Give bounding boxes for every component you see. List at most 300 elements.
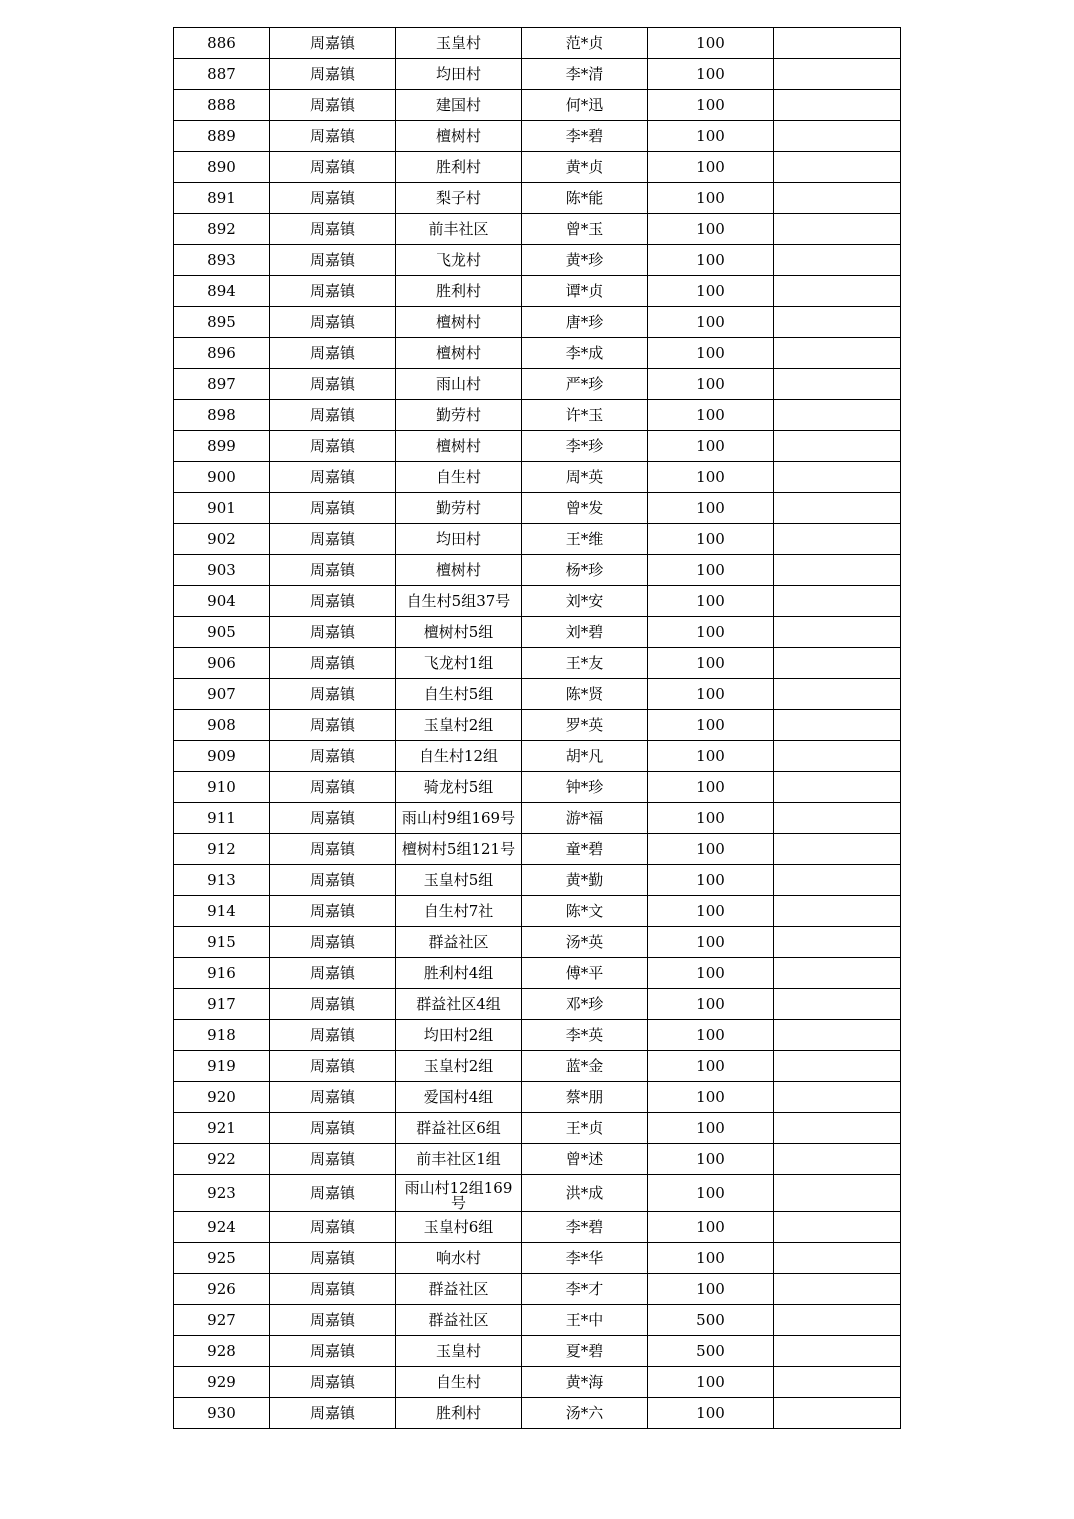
town-cell: 周嘉镇 <box>270 1243 396 1274</box>
town-cell: 周嘉镇 <box>270 369 396 400</box>
village-cell: 雨山村9组169号 <box>396 803 522 834</box>
amount-cell: 100 <box>648 524 774 555</box>
amount-cell: 100 <box>648 1175 774 1212</box>
row-number-cell: 897 <box>174 369 270 400</box>
village-cell: 均田村 <box>396 59 522 90</box>
amount-cell: 100 <box>648 803 774 834</box>
table-row <box>174 1113 901 1144</box>
town-cell: 周嘉镇 <box>270 617 396 648</box>
town-cell: 周嘉镇 <box>270 1367 396 1398</box>
amount-cell: 100 <box>648 989 774 1020</box>
town-cell: 周嘉镇 <box>270 679 396 710</box>
name-cell: 黄*勤 <box>522 865 648 896</box>
note-cell <box>774 493 901 524</box>
name-cell: 谭*贞 <box>522 276 648 307</box>
town-cell: 周嘉镇 <box>270 865 396 896</box>
amount-cell: 100 <box>648 400 774 431</box>
row-number-cell: 900 <box>174 462 270 493</box>
town-cell: 周嘉镇 <box>270 586 396 617</box>
town-cell: 周嘉镇 <box>270 648 396 679</box>
village-cell: 檀树村 <box>396 338 522 369</box>
village-cell: 飞龙村1组 <box>396 648 522 679</box>
amount-cell: 500 <box>648 1336 774 1367</box>
town-cell: 周嘉镇 <box>270 834 396 865</box>
amount-cell: 100 <box>648 121 774 152</box>
note-cell <box>774 1175 901 1212</box>
note-cell <box>774 741 901 772</box>
amount-cell: 100 <box>648 958 774 989</box>
town-cell: 周嘉镇 <box>270 493 396 524</box>
town-cell: 周嘉镇 <box>270 28 396 59</box>
note-cell <box>774 1144 901 1175</box>
row-number-cell: 911 <box>174 803 270 834</box>
note-cell <box>774 958 901 989</box>
town-cell: 周嘉镇 <box>270 1113 396 1144</box>
note-cell <box>774 1020 901 1051</box>
village-cell: 均田村 <box>396 524 522 555</box>
note-cell <box>774 1051 901 1082</box>
town-cell: 周嘉镇 <box>270 1212 396 1243</box>
amount-cell: 100 <box>648 834 774 865</box>
table-row <box>174 772 901 803</box>
note-cell <box>774 648 901 679</box>
name-cell: 王*中 <box>522 1305 648 1336</box>
name-cell: 汤*六 <box>522 1398 648 1429</box>
name-cell: 罗*英 <box>522 710 648 741</box>
amount-cell: 100 <box>648 1082 774 1113</box>
village-cell: 建国村 <box>396 90 522 121</box>
name-cell: 邓*珍 <box>522 989 648 1020</box>
row-number-cell: 893 <box>174 245 270 276</box>
row-number-cell: 889 <box>174 121 270 152</box>
row-number-cell: 888 <box>174 90 270 121</box>
town-cell: 周嘉镇 <box>270 1398 396 1429</box>
row-number-cell: 886 <box>174 28 270 59</box>
village-cell: 自生村 <box>396 1367 522 1398</box>
table-row <box>174 1274 901 1305</box>
table-row <box>174 431 901 462</box>
town-cell: 周嘉镇 <box>270 1020 396 1051</box>
note-cell <box>774 28 901 59</box>
row-number-cell: 899 <box>174 431 270 462</box>
row-number-cell: 906 <box>174 648 270 679</box>
note-cell <box>774 1113 901 1144</box>
village-cell: 胜利村 <box>396 276 522 307</box>
note-cell <box>774 865 901 896</box>
amount-cell: 100 <box>648 28 774 59</box>
note-cell <box>774 679 901 710</box>
table-row <box>174 741 901 772</box>
table-row <box>174 90 901 121</box>
note-cell <box>774 1212 901 1243</box>
amount-cell: 100 <box>648 1051 774 1082</box>
amount-cell: 100 <box>648 927 774 958</box>
row-number-cell: 916 <box>174 958 270 989</box>
town-cell: 周嘉镇 <box>270 307 396 338</box>
amount-cell: 100 <box>648 369 774 400</box>
amount-cell: 100 <box>648 741 774 772</box>
town-cell: 周嘉镇 <box>270 276 396 307</box>
table-row <box>174 183 901 214</box>
amount-cell: 100 <box>648 1398 774 1429</box>
town-cell: 周嘉镇 <box>270 958 396 989</box>
row-number-cell: 913 <box>174 865 270 896</box>
name-cell: 刘*碧 <box>522 617 648 648</box>
row-number-cell: 925 <box>174 1243 270 1274</box>
town-cell: 周嘉镇 <box>270 927 396 958</box>
table-row <box>174 555 901 586</box>
amount-cell: 100 <box>648 1020 774 1051</box>
village-cell: 自生村7社 <box>396 896 522 927</box>
town-cell: 周嘉镇 <box>270 1082 396 1113</box>
village-cell: 玉皇村5组 <box>396 865 522 896</box>
town-cell: 周嘉镇 <box>270 524 396 555</box>
row-number-cell: 918 <box>174 1020 270 1051</box>
village-cell: 自生村5组 <box>396 679 522 710</box>
village-cell: 均田村2组 <box>396 1020 522 1051</box>
village-cell: 胜利村 <box>396 152 522 183</box>
amount-cell: 100 <box>648 1113 774 1144</box>
village-cell: 胜利村 <box>396 1398 522 1429</box>
row-number-cell: 926 <box>174 1274 270 1305</box>
name-cell: 李*华 <box>522 1243 648 1274</box>
amount-cell: 100 <box>648 183 774 214</box>
row-number-cell: 919 <box>174 1051 270 1082</box>
row-number-cell: 890 <box>174 152 270 183</box>
row-number-cell: 912 <box>174 834 270 865</box>
amount-cell: 100 <box>648 338 774 369</box>
name-cell: 刘*安 <box>522 586 648 617</box>
table-row <box>174 1336 901 1367</box>
note-cell <box>774 1274 901 1305</box>
row-number-cell: 887 <box>174 59 270 90</box>
roster-body <box>174 28 901 1429</box>
village-cell: 檀树村 <box>396 555 522 586</box>
note-cell <box>774 555 901 586</box>
name-cell: 陈*能 <box>522 183 648 214</box>
row-number-cell: 909 <box>174 741 270 772</box>
name-cell: 周*英 <box>522 462 648 493</box>
table-row <box>174 989 901 1020</box>
note-cell <box>774 1336 901 1367</box>
amount-cell: 100 <box>648 865 774 896</box>
row-number-cell: 905 <box>174 617 270 648</box>
note-cell <box>774 462 901 493</box>
name-cell: 夏*碧 <box>522 1336 648 1367</box>
amount-cell: 500 <box>648 1305 774 1336</box>
note-cell <box>774 927 901 958</box>
amount-cell: 100 <box>648 586 774 617</box>
table-row <box>174 617 901 648</box>
name-cell: 黄*贞 <box>522 152 648 183</box>
note-cell <box>774 369 901 400</box>
row-number-cell: 910 <box>174 772 270 803</box>
table-row <box>174 214 901 245</box>
town-cell: 周嘉镇 <box>270 741 396 772</box>
note-cell <box>774 1243 901 1274</box>
amount-cell: 100 <box>648 679 774 710</box>
table-row <box>174 462 901 493</box>
town-cell: 周嘉镇 <box>270 121 396 152</box>
note-cell <box>774 617 901 648</box>
town-cell: 周嘉镇 <box>270 462 396 493</box>
name-cell: 蔡*朋 <box>522 1082 648 1113</box>
row-number-cell: 927 <box>174 1305 270 1336</box>
village-cell: 勤劳村 <box>396 493 522 524</box>
village-cell: 前丰社区1组 <box>396 1144 522 1175</box>
table-row <box>174 958 901 989</box>
note-cell <box>774 307 901 338</box>
note-cell <box>774 586 901 617</box>
village-cell: 群益社区4组 <box>396 989 522 1020</box>
town-cell: 周嘉镇 <box>270 1336 396 1367</box>
table-row <box>174 896 901 927</box>
note-cell <box>774 214 901 245</box>
note-cell <box>774 121 901 152</box>
note-cell <box>774 772 901 803</box>
town-cell: 周嘉镇 <box>270 1175 396 1212</box>
table-row <box>174 1212 901 1243</box>
note-cell <box>774 431 901 462</box>
row-number-cell: 891 <box>174 183 270 214</box>
amount-cell: 100 <box>648 245 774 276</box>
village-cell: 飞龙村 <box>396 245 522 276</box>
note-cell <box>774 710 901 741</box>
table-row <box>174 524 901 555</box>
amount-cell: 100 <box>648 152 774 183</box>
table-row <box>174 276 901 307</box>
row-number-cell: 903 <box>174 555 270 586</box>
village-cell: 骑龙村5组 <box>396 772 522 803</box>
table-row <box>174 1051 901 1082</box>
table-row <box>174 834 901 865</box>
town-cell: 周嘉镇 <box>270 431 396 462</box>
row-number-cell: 923 <box>174 1175 270 1212</box>
row-number-cell: 920 <box>174 1082 270 1113</box>
table-row <box>174 1398 901 1429</box>
name-cell: 游*福 <box>522 803 648 834</box>
row-number-cell: 901 <box>174 493 270 524</box>
row-number-cell: 894 <box>174 276 270 307</box>
note-cell <box>774 989 901 1020</box>
name-cell: 王*维 <box>522 524 648 555</box>
note-cell <box>774 400 901 431</box>
table-row <box>174 1367 901 1398</box>
name-cell: 童*碧 <box>522 834 648 865</box>
row-number-cell: 907 <box>174 679 270 710</box>
amount-cell: 100 <box>648 90 774 121</box>
town-cell: 周嘉镇 <box>270 1051 396 1082</box>
town-cell: 周嘉镇 <box>270 183 396 214</box>
name-cell: 王*友 <box>522 648 648 679</box>
table-row <box>174 586 901 617</box>
town-cell: 周嘉镇 <box>270 90 396 121</box>
amount-cell: 100 <box>648 555 774 586</box>
village-cell: 檀树村 <box>396 307 522 338</box>
subsidy-roster-table <box>173 27 901 1429</box>
table-row <box>174 865 901 896</box>
table-row <box>174 1243 901 1274</box>
village-cell: 檀树村 <box>396 431 522 462</box>
name-cell: 严*珍 <box>522 369 648 400</box>
village-cell: 雨山村 <box>396 369 522 400</box>
town-cell: 周嘉镇 <box>270 245 396 276</box>
village-cell: 梨子村 <box>396 183 522 214</box>
town-cell: 周嘉镇 <box>270 803 396 834</box>
row-number-cell: 902 <box>174 524 270 555</box>
row-number-cell: 915 <box>174 927 270 958</box>
name-cell: 李*珍 <box>522 431 648 462</box>
village-cell: 爱国村4组 <box>396 1082 522 1113</box>
table-row <box>174 152 901 183</box>
row-number-cell: 924 <box>174 1212 270 1243</box>
amount-cell: 100 <box>648 1212 774 1243</box>
note-cell <box>774 183 901 214</box>
town-cell: 周嘉镇 <box>270 1274 396 1305</box>
amount-cell: 100 <box>648 896 774 927</box>
village-cell: 自生村12组 <box>396 741 522 772</box>
name-cell: 李*清 <box>522 59 648 90</box>
note-cell <box>774 338 901 369</box>
table-row <box>174 1144 901 1175</box>
town-cell: 周嘉镇 <box>270 338 396 369</box>
table-row <box>174 1020 901 1051</box>
table-row <box>174 1305 901 1336</box>
name-cell: 曾*述 <box>522 1144 648 1175</box>
village-cell: 檀树村5组121号 <box>396 834 522 865</box>
note-cell <box>774 276 901 307</box>
name-cell: 杨*珍 <box>522 555 648 586</box>
town-cell: 周嘉镇 <box>270 772 396 803</box>
name-cell: 钟*珍 <box>522 772 648 803</box>
village-cell: 胜利村4组 <box>396 958 522 989</box>
note-cell <box>774 524 901 555</box>
row-number-cell: 914 <box>174 896 270 927</box>
row-number-cell: 917 <box>174 989 270 1020</box>
name-cell: 洪*成 <box>522 1175 648 1212</box>
note-cell <box>774 1398 901 1429</box>
village-cell: 自生村5组37号 <box>396 586 522 617</box>
table-row <box>174 369 901 400</box>
village-cell: 群益社区 <box>396 1305 522 1336</box>
town-cell: 周嘉镇 <box>270 1305 396 1336</box>
name-cell: 黄*海 <box>522 1367 648 1398</box>
village-cell: 雨山村12组169号 <box>396 1175 522 1212</box>
amount-cell: 100 <box>648 772 774 803</box>
row-number-cell: 895 <box>174 307 270 338</box>
name-cell: 何*迅 <box>522 90 648 121</box>
amount-cell: 100 <box>648 493 774 524</box>
amount-cell: 100 <box>648 710 774 741</box>
village-cell: 前丰社区 <box>396 214 522 245</box>
table-row <box>174 648 901 679</box>
note-cell <box>774 90 901 121</box>
row-number-cell: 930 <box>174 1398 270 1429</box>
village-cell: 玉皇村2组 <box>396 1051 522 1082</box>
table-row <box>174 307 901 338</box>
amount-cell: 100 <box>648 431 774 462</box>
amount-cell: 100 <box>648 276 774 307</box>
name-cell: 李*碧 <box>522 121 648 152</box>
village-cell: 勤劳村 <box>396 400 522 431</box>
village-cell: 玉皇村6组 <box>396 1212 522 1243</box>
village-cell: 响水村 <box>396 1243 522 1274</box>
note-cell <box>774 803 901 834</box>
table-row <box>174 59 901 90</box>
table-row <box>174 28 901 59</box>
name-cell: 黄*珍 <box>522 245 648 276</box>
amount-cell: 100 <box>648 648 774 679</box>
row-number-cell: 929 <box>174 1367 270 1398</box>
row-number-cell: 922 <box>174 1144 270 1175</box>
name-cell: 曾*发 <box>522 493 648 524</box>
amount-cell: 100 <box>648 1274 774 1305</box>
table-row <box>174 1175 901 1212</box>
note-cell <box>774 152 901 183</box>
village-cell: 群益社区6组 <box>396 1113 522 1144</box>
table-row <box>174 803 901 834</box>
name-cell: 陈*贤 <box>522 679 648 710</box>
village-cell: 玉皇村2组 <box>396 710 522 741</box>
note-cell <box>774 59 901 90</box>
row-number-cell: 908 <box>174 710 270 741</box>
amount-cell: 100 <box>648 462 774 493</box>
name-cell: 陈*文 <box>522 896 648 927</box>
town-cell: 周嘉镇 <box>270 896 396 927</box>
table-row <box>174 927 901 958</box>
table-row <box>174 1082 901 1113</box>
name-cell: 胡*凡 <box>522 741 648 772</box>
name-cell: 李*英 <box>522 1020 648 1051</box>
row-number-cell: 921 <box>174 1113 270 1144</box>
village-cell: 群益社区 <box>396 1274 522 1305</box>
note-cell <box>774 1305 901 1336</box>
town-cell: 周嘉镇 <box>270 152 396 183</box>
table-row <box>174 493 901 524</box>
table-row <box>174 245 901 276</box>
name-cell: 李*成 <box>522 338 648 369</box>
town-cell: 周嘉镇 <box>270 1144 396 1175</box>
amount-cell: 100 <box>648 617 774 648</box>
village-cell: 玉皇村 <box>396 28 522 59</box>
row-number-cell: 904 <box>174 586 270 617</box>
note-cell <box>774 834 901 865</box>
town-cell: 周嘉镇 <box>270 555 396 586</box>
name-cell: 许*玉 <box>522 400 648 431</box>
town-cell: 周嘉镇 <box>270 710 396 741</box>
name-cell: 唐*珍 <box>522 307 648 338</box>
table-row <box>174 400 901 431</box>
name-cell: 王*贞 <box>522 1113 648 1144</box>
name-cell: 范*贞 <box>522 28 648 59</box>
name-cell: 蓝*金 <box>522 1051 648 1082</box>
village-cell: 檀树村5组 <box>396 617 522 648</box>
amount-cell: 100 <box>648 1243 774 1274</box>
row-number-cell: 928 <box>174 1336 270 1367</box>
village-cell: 玉皇村 <box>396 1336 522 1367</box>
note-cell <box>774 896 901 927</box>
table-row <box>174 710 901 741</box>
table-row <box>174 121 901 152</box>
table-row <box>174 338 901 369</box>
village-cell: 群益社区 <box>396 927 522 958</box>
name-cell: 傅*平 <box>522 958 648 989</box>
row-number-cell: 896 <box>174 338 270 369</box>
table-row <box>174 679 901 710</box>
amount-cell: 100 <box>648 214 774 245</box>
town-cell: 周嘉镇 <box>270 400 396 431</box>
town-cell: 周嘉镇 <box>270 59 396 90</box>
